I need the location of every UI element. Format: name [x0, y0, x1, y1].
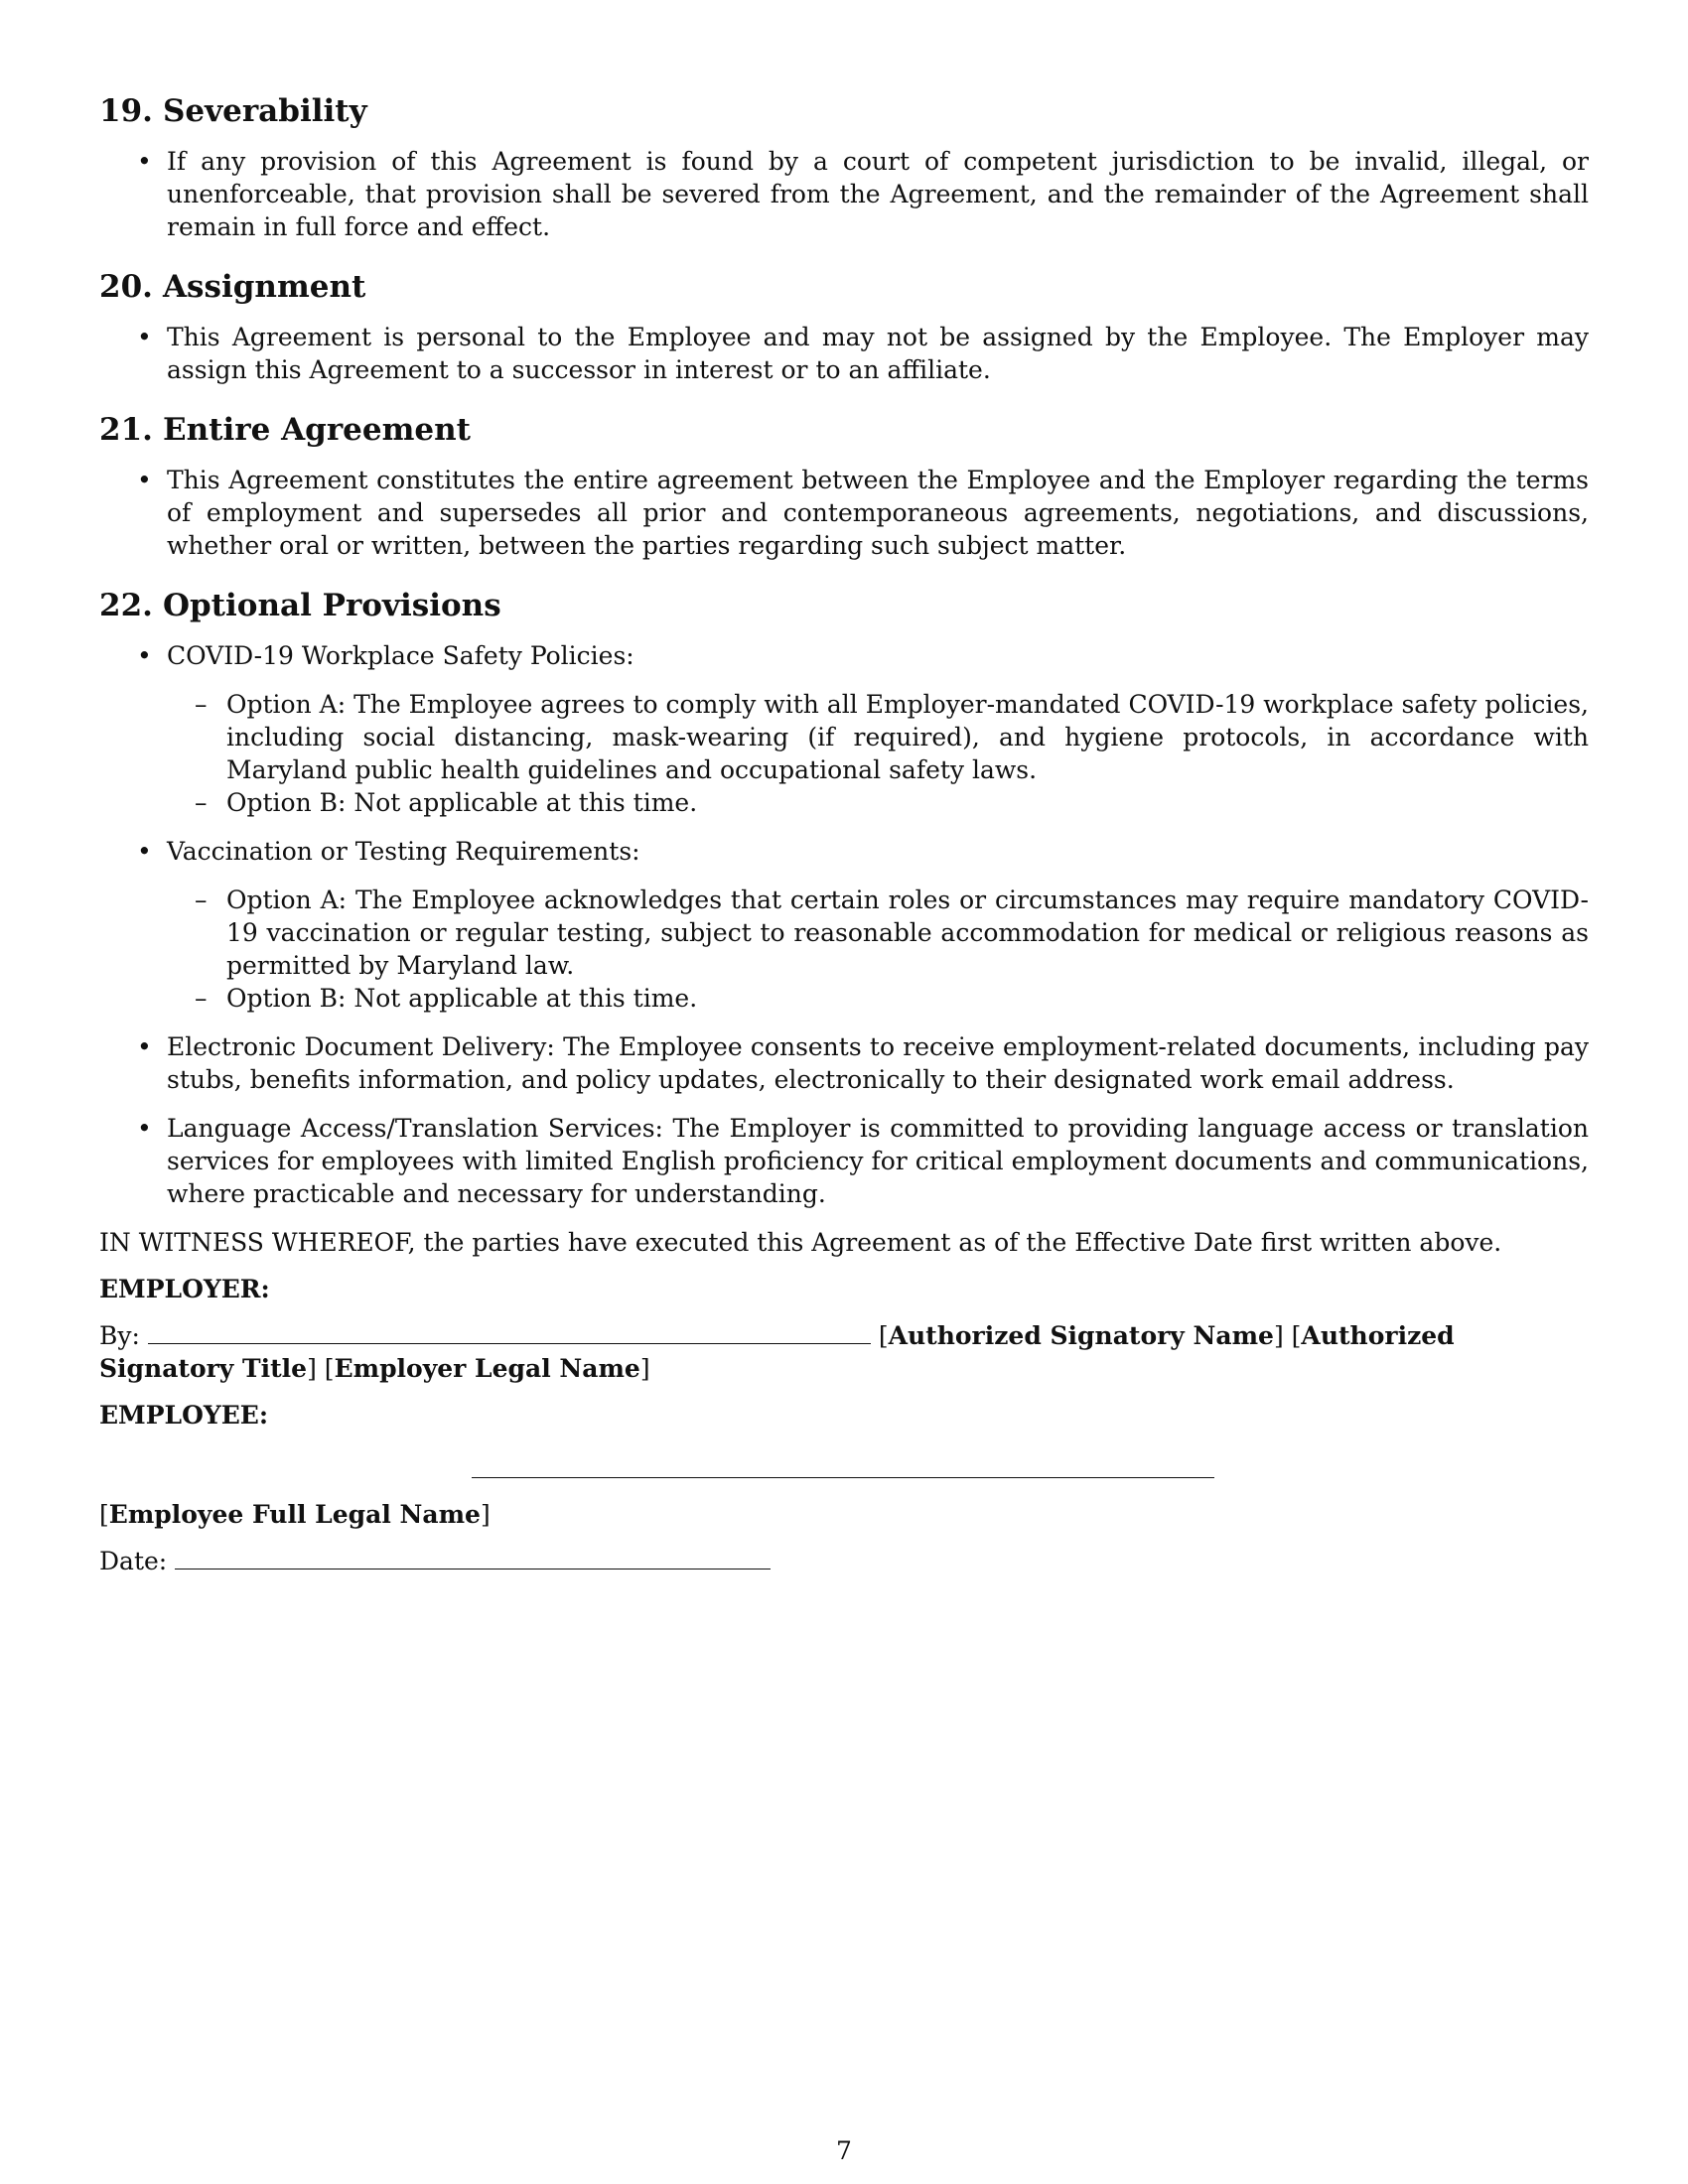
section-title: Severability: [163, 93, 367, 129]
sub-list: [167, 688, 1589, 819]
bullet-list: [99, 639, 1589, 1210]
bullet-list: [99, 321, 1589, 386]
list-item: • This Agreement constitutes the entire agreement between the Employee and the Employer regarding the terms of employment and supersedes all prior and contemporaneous agreements, negotiations, and discussions, whether oral or written, between the parties regarding such subject matter.: [99, 464, 1589, 562]
section-number: 19.: [99, 93, 153, 129]
sub-list: [167, 884, 1589, 1015]
document-page: [99, 91, 1589, 1591]
covid-policies-label: COVID-19 Workplace Safety Policies:: [167, 641, 634, 670]
employer-legal-name: Employer Legal Name: [334, 1354, 640, 1383]
employer-signature-line[interactable]: [148, 1321, 871, 1344]
list-item-language-access: • Language Access/Translation Services: The Employer is committed to providing language access or translation services for employees with limited English proficiency for critical employment documents and communications, where practicable and necessary for understanding.: [99, 1112, 1589, 1210]
section-heading: [99, 91, 1589, 131]
section-entire-agreement: [99, 410, 1589, 562]
section-number: 20.: [99, 269, 153, 305]
employer-signature-block: By: [Authorized Signatory Name] [Authorized Signatory Title] [Employer Legal Name]: [99, 1321, 1455, 1383]
section-heading: [99, 410, 1589, 450]
signatory-title: Authorized Signatory Title: [99, 1321, 1455, 1383]
employee-name-block: [Employee Full Legal Name]: [99, 1500, 491, 1529]
employee-signature-line[interactable]: [472, 1453, 1214, 1478]
date-block: [99, 1545, 1589, 1577]
option-b: – Option B: Not applicable at this time.: [167, 982, 1589, 1015]
list-item-covid-policies: [99, 639, 1589, 819]
section-title: Optional Provisions: [163, 588, 501, 623]
witness-statement: IN WITNESS WHEREOF, the parties have executed this Agreement as of the Effective Date first written above.: [99, 1228, 1502, 1257]
employee-heading: EMPLOYEE:: [99, 1401, 269, 1430]
option-b: – Option B: Not applicable at this time.: [167, 786, 1589, 819]
vaccination-label: Vaccination or Testing Requirements:: [167, 837, 640, 866]
employer-heading: EMPLOYER:: [99, 1275, 270, 1303]
list-item: • This Agreement is personal to the Employee and may not be assigned by the Employee. The Employer may assign this Agreement to a successor in interest or to an affiliate.: [99, 321, 1589, 386]
list-item-electronic-delivery: • Electronic Document Delivery: The Employee consents to receive employment-related documents, including pay stubs, benefits information, and policy updates, electronically to their designated work email address.: [99, 1030, 1589, 1096]
section-severability: [99, 91, 1589, 243]
employee-full-legal-name: Employee Full Legal Name: [108, 1500, 481, 1529]
date-line[interactable]: [175, 1547, 771, 1570]
bullet-list: [99, 464, 1589, 562]
section-number: 21.: [99, 412, 153, 448]
list-item: • If any provision of this Agreement is found by a court of competent jurisdiction to be invalid, illegal, or unenforceable, that provision shall be severed from the Agreement, and the remainder of the Agreement shall remain in full force and effect.: [99, 145, 1589, 243]
signatory-name: Authorized Signatory Name: [888, 1321, 1274, 1350]
list-item-vaccination: [99, 835, 1589, 1015]
option-a: – Option A: The Employee agrees to comply with all Employer-mandated COVID-19 workplace safety policies, including social distancing, mask-wearing (if required), and hygiene protocols, in accordance with Maryland public health guidelines and occupational safety laws.: [167, 688, 1589, 786]
section-heading: [99, 267, 1589, 307]
by-label: By:: [99, 1321, 140, 1350]
date-label: Date:: [99, 1547, 168, 1575]
section-number: 22.: [99, 588, 153, 623]
section-title: Entire Agreement: [163, 412, 471, 448]
option-a: – Option A: The Employee acknowledges that certain roles or circumstances may require mandatory COVID-19 vaccination or regular testing, subject to reasonable accommodation for medical or religious reasons as permitted by Maryland law.: [167, 884, 1589, 982]
section-heading: [99, 586, 1589, 625]
section-optional-provisions: [99, 586, 1589, 1210]
section-assignment: [99, 267, 1589, 386]
section-title: Assignment: [163, 269, 366, 305]
page-number: 7: [836, 2136, 852, 2165]
bullet-list: [99, 145, 1589, 243]
